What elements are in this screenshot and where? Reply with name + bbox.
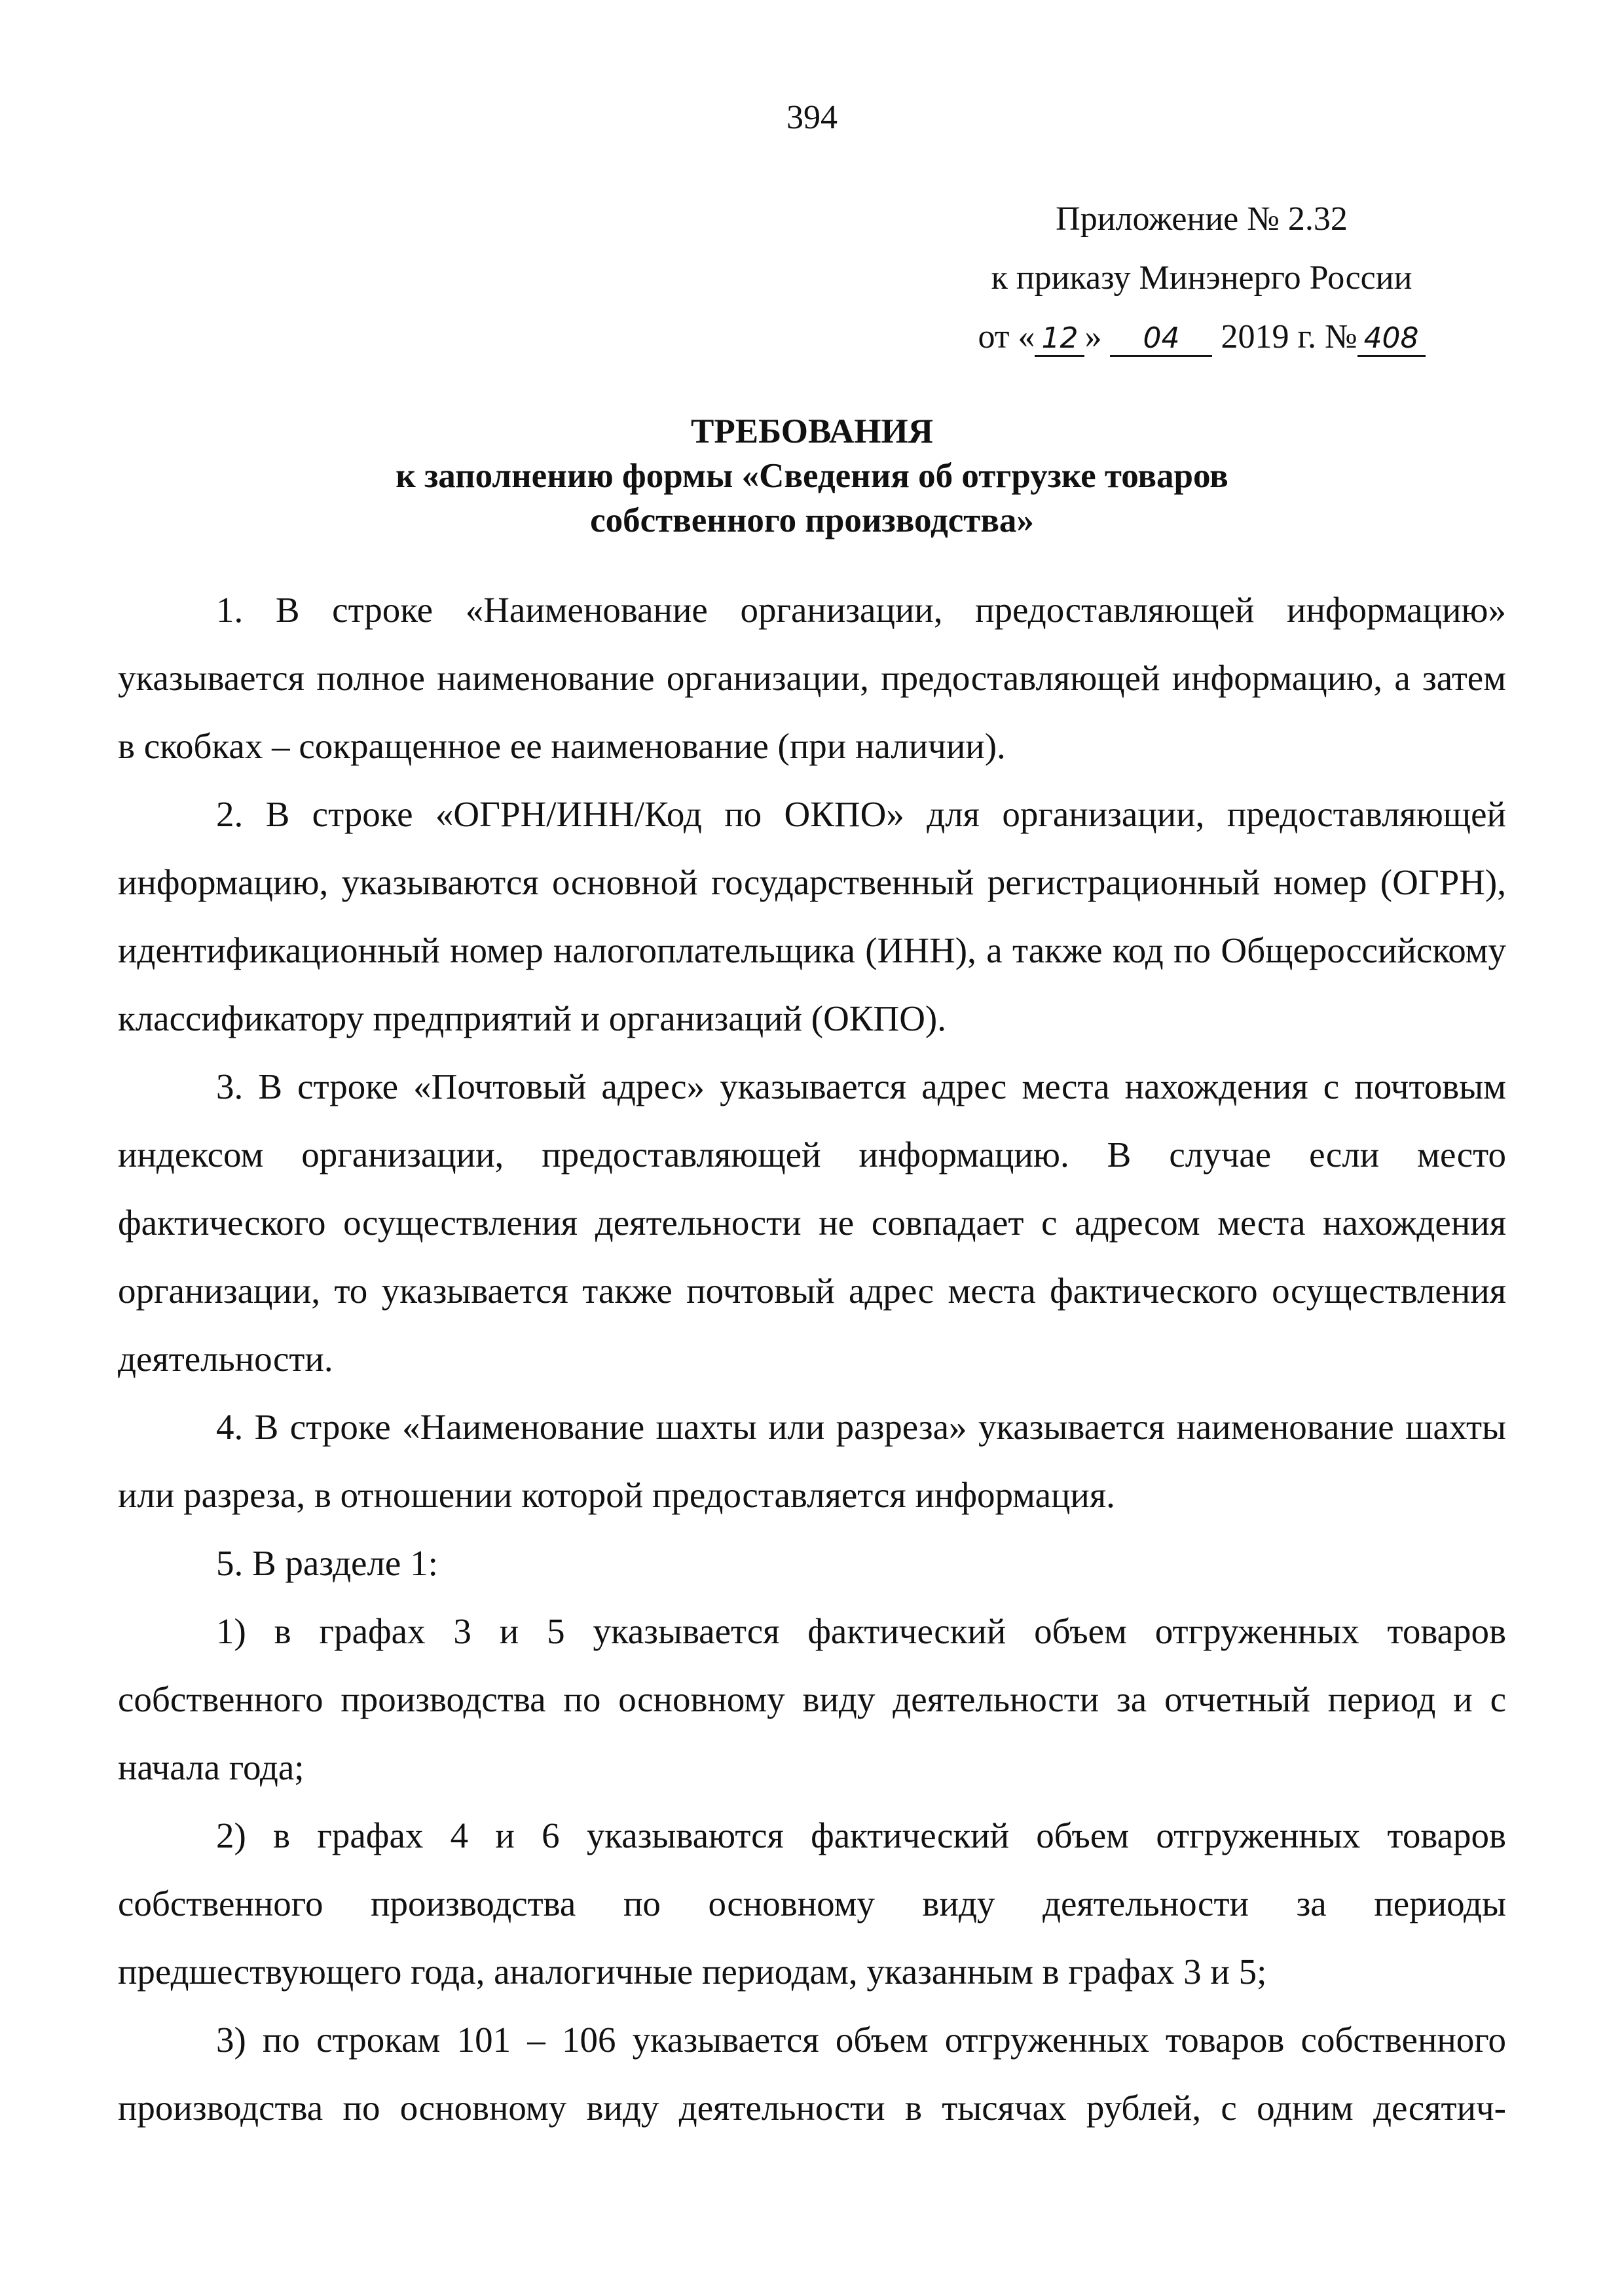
page-number: 394	[786, 99, 838, 136]
appendix-day-handwritten: 12	[1035, 322, 1084, 357]
paragraph-5-item-3: 3) по строкам 101 – 106 указывается объем отгруженных товаров собственного производства по основному виду деятельности в тысячах рублей, с одним десятич-	[118, 2020, 1506, 2128]
paragraph-1: 1. В строке «Наименование организации, предоставляющей информацию» указывается полное наименование организации, предоставляющей информацию, а затем в скобках – сокращенное ее наименование (при наличии).	[118, 590, 1506, 766]
document-body	[118, 576, 1506, 2142]
paragraph-5: 5. В разделе 1:	[216, 1543, 438, 1583]
title-line-2: к заполнению формы «Сведения об отгрузке товаров	[396, 457, 1228, 495]
appendix-line-2: к приказу Минэнерго России	[991, 259, 1412, 297]
appendix-month-field	[1110, 321, 1212, 357]
document-title	[0, 409, 1624, 543]
appendix-date-prefix: от «	[978, 318, 1035, 355]
appendix-line-3	[897, 308, 1506, 367]
paragraph-2: 2. В строке «ОГРН/ИНН/Код по ОКПО» для организации, предоставляющей информацию, указываются основной государственный регистрационный номер (ОГРН), идентификационный номер налогоплательщика (ИНН), а также код по Общероссийскому классификатору предприятий и организаций (ОКПО).	[118, 794, 1506, 1038]
appendix-header	[897, 190, 1506, 367]
paragraph-5-item-1: 1) в графах 3 и 5 указывается фактический объем отгруженных товаров собственного производства по основному виду деятельности за отчетный период и с начала года;	[118, 1611, 1506, 1787]
title-line-3: собственного производства»	[590, 501, 1034, 539]
appendix-year: 2019 г. №	[1221, 318, 1357, 355]
appendix-month-handwritten: 04	[1143, 321, 1180, 355]
paragraph-5-item-2: 2) в графах 4 и 6 указываются фактический объем отгруженных товаров собственного производства по основному виду деятельности за периоды предшествующего года, аналогичные периодам, указанным в графах 3 и 5;	[118, 1815, 1506, 1992]
appendix-date-mid: »	[1084, 318, 1102, 355]
appendix-line-1: Приложение № 2.32	[1056, 200, 1348, 238]
title-line-1: ТРЕБОВАНИЯ	[691, 412, 933, 450]
paragraph-4: 4. В строке «Наименование шахты или разреза» указывается наименование шахты или разреза, в отношении которой предоставляется информация.	[118, 1407, 1506, 1515]
appendix-number-handwritten: 408	[1357, 322, 1426, 357]
paragraph-3: 3. В строке «Почтовый адрес» указывается адрес места нахождения с почтовым индексом организации, предоставляющей информацию. В случае если место фактического осуществления деятельности не совпадает с адресом места нахождения организации, то указывается также почтовый адрес места фактического осуществления деятельности.	[118, 1066, 1506, 1379]
